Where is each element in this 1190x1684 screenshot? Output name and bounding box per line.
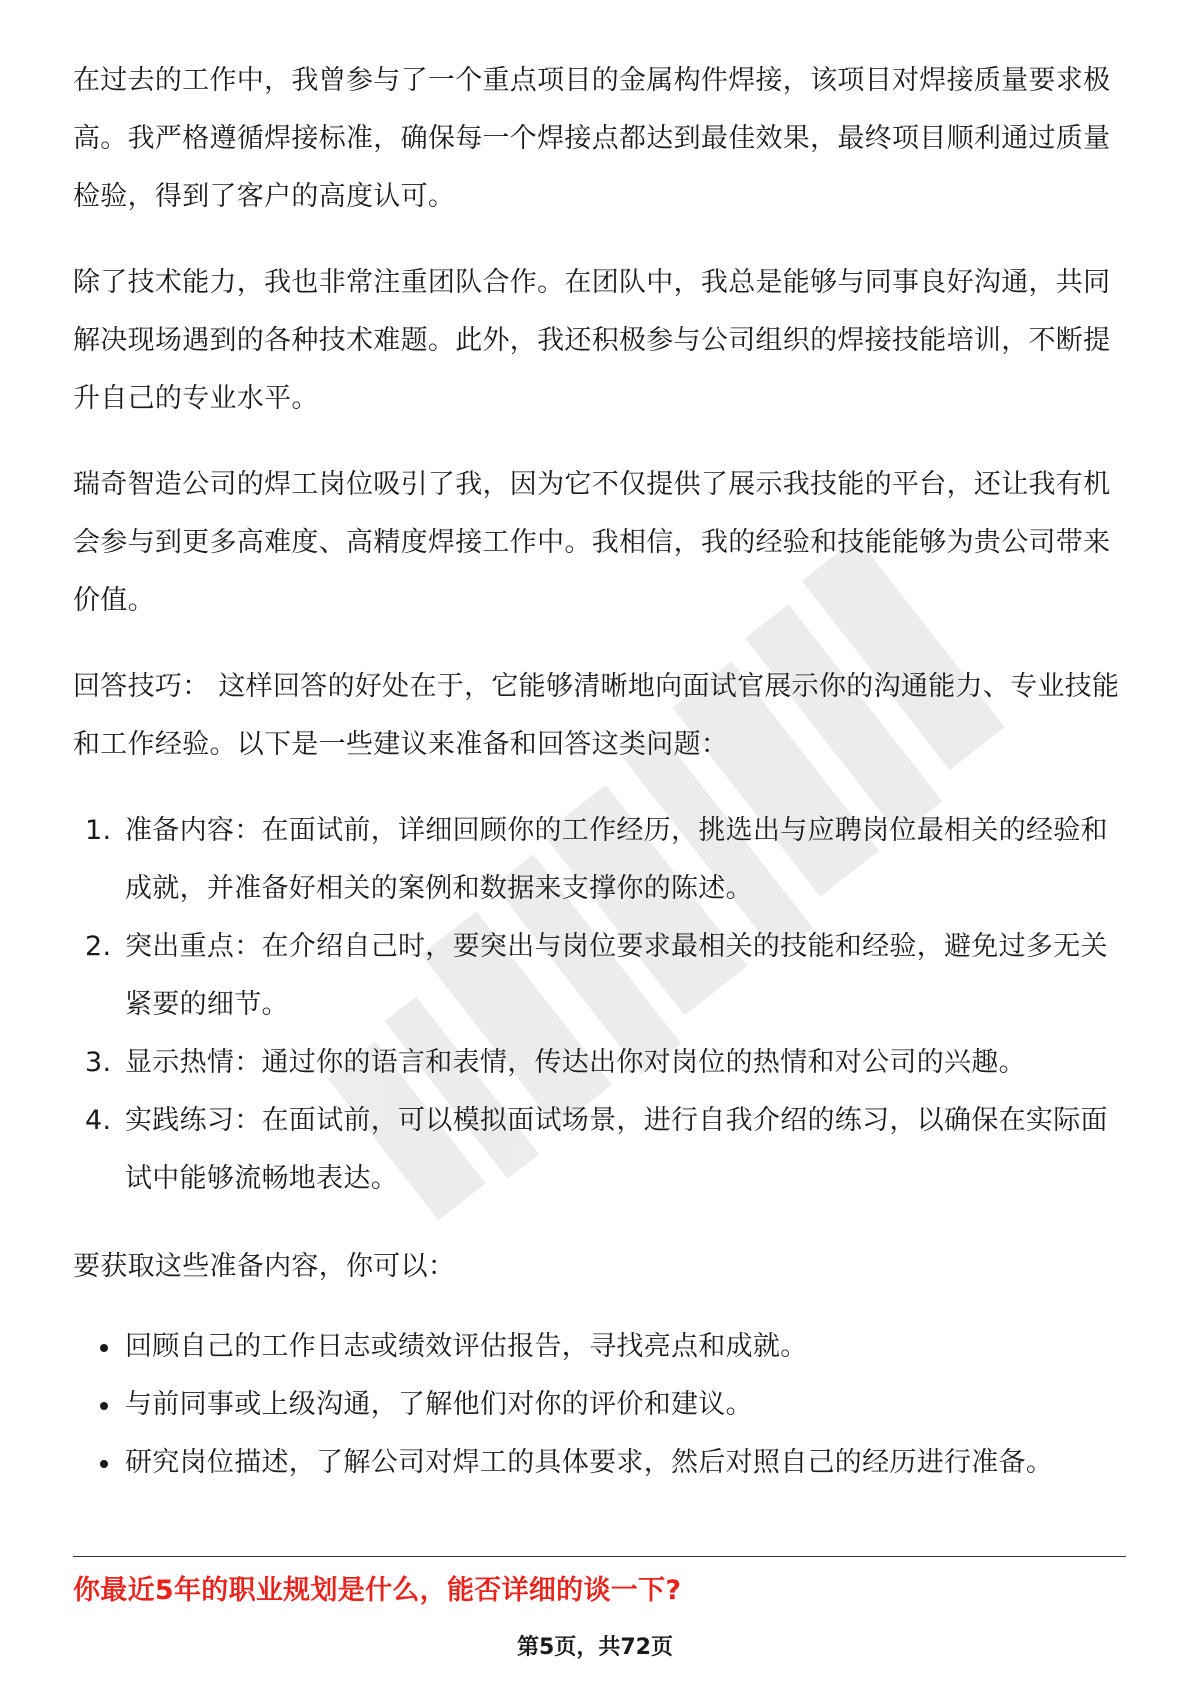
list-item-text: 实践练习：在面试前，可以模拟面试场景，进行自我介绍的练习，以确保在实际面试中能够流畅地表达。	[125, 1105, 1108, 1194]
list-item	[73, 918, 1133, 1034]
list-item	[73, 802, 1133, 918]
list-item	[73, 1034, 1133, 1092]
list-number: 2.	[85, 931, 112, 962]
bullet-dot	[100, 1460, 108, 1468]
list-item	[73, 1092, 1133, 1208]
list-item-text: 突出重点：在介绍自己时，要突出与岗位要求最相关的技能和经验，避免过多无关紧要的细节。	[125, 931, 1108, 1020]
bullet-dot	[100, 1344, 108, 1352]
list-item-text: 准备内容：在面试前，详细回顾你的工作经历，挑选出与应聘岗位最相关的经验和成就，并准备好相关的案例和数据来支撑你的陈述。	[125, 815, 1108, 904]
paragraph-how-to-prepare: 要获取这些准备内容，你可以：	[73, 1251, 456, 1282]
tips-list	[73, 802, 1133, 1208]
list-number: 3.	[85, 1047, 112, 1078]
section-divider	[73, 1556, 1126, 1557]
list-item	[73, 1318, 1133, 1376]
bullet-dot	[100, 1402, 108, 1410]
bullet-list	[73, 1318, 1133, 1492]
document-body	[73, 52, 1133, 1492]
next-question-heading: 你最近5年的职业规划是什么，能否详细的谈一下?	[73, 1575, 682, 1606]
paragraph-motivation: 瑞奇智造公司的焊工岗位吸引了我，因为它不仅提供了展示我技能的平台，还让我有机会参与到更多高难度、高精度焊接工作中。我相信，我的经验和技能能够为贵公司带来价值。	[73, 469, 1111, 616]
list-item-text: 回顾自己的工作日志或绩效评估报告，寻找亮点和成就。	[125, 1331, 808, 1362]
list-item-text: 与前同事或上级沟通，了解他们对你的评价和建议。	[125, 1389, 753, 1420]
list-item-text: 研究岗位描述，了解公司对焊工的具体要求，然后对照自己的经历进行准备。	[125, 1447, 1054, 1478]
list-number: 4.	[85, 1105, 112, 1136]
list-number: 1.	[85, 815, 112, 846]
paragraph-experience: 在过去的工作中，我曾参与了一个重点项目的金属构件焊接，该项目对焊接质量要求极高。我严格遵循焊接标准，确保每一个焊接点都达到最佳效果，最终项目顺利通过质量检验，得到了客户的高度认可。	[73, 65, 1111, 212]
paragraph-teamwork: 除了技术能力，我也非常注重团队合作。在团队中，我总是能够与同事良好沟通，共同解决现场遇到的各种技术难题。此外，我还积极参与公司组织的焊接技能培训，不断提升自己的专业水平。	[73, 267, 1111, 414]
page-number: 第5页，共72页	[517, 1635, 673, 1660]
list-item	[73, 1434, 1133, 1492]
list-item-text: 显示热情：通过你的语言和表情，传达出你对岗位的热情和对公司的兴趣。	[125, 1047, 1026, 1078]
paragraph-answer-tips: 回答技巧： 这样回答的好处在于，它能够清晰地向面试官展示你的沟通能力、专业技能和工作经验。以下是一些建议来准备和回答这类问题：	[73, 671, 1120, 760]
list-item	[73, 1376, 1133, 1434]
